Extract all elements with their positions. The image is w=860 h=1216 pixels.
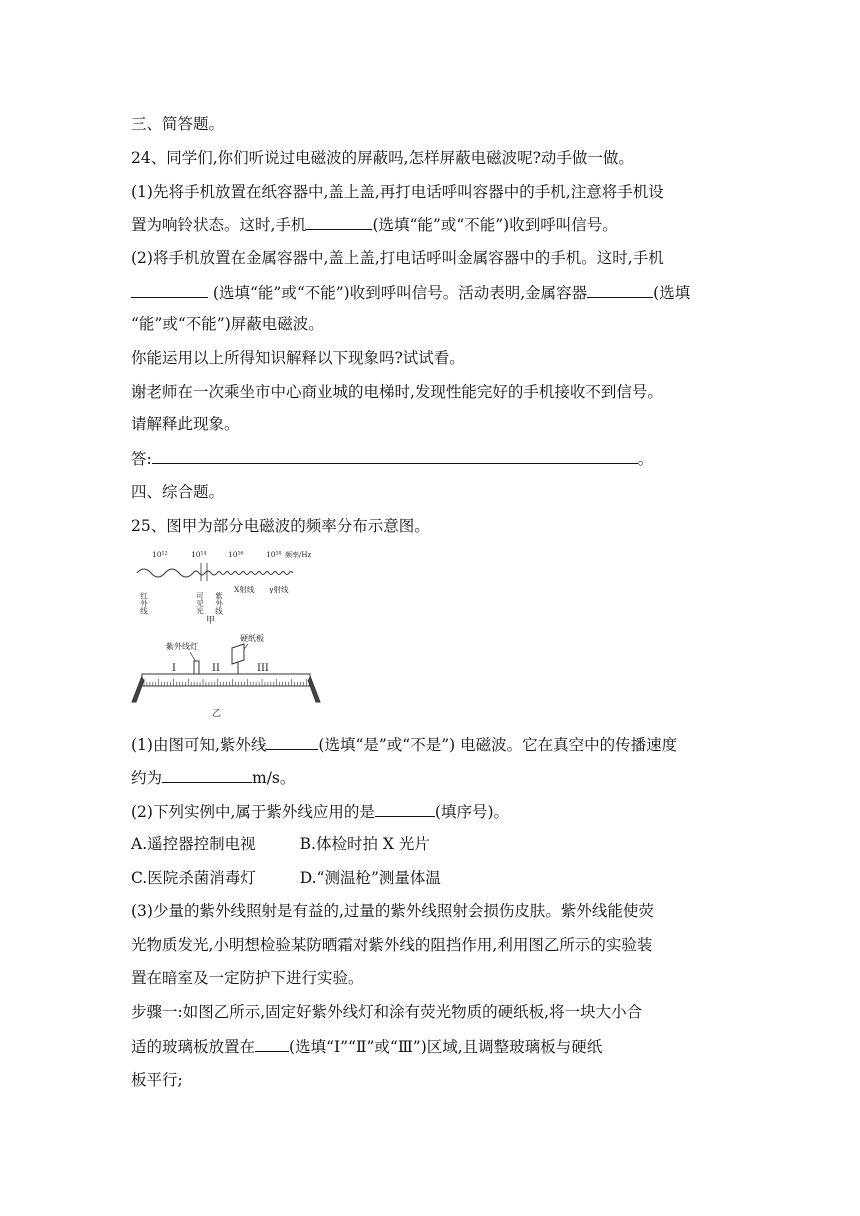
section-heading-4: 四、综合题。 — [131, 483, 225, 501]
tick-label-14: 10¹⁴ — [191, 550, 207, 559]
q24-part2-text-a: (选填“能”或“不能”)收到呼叫信号。活动表明,金属容器 — [208, 284, 588, 302]
band-labels — [139, 584, 289, 616]
q24-part1-line2 — [131, 213, 618, 236]
wave-curve — [137, 569, 293, 577]
option-d: D.“测温枪”测量体温 — [299, 869, 441, 887]
answer-blank[interactable] — [152, 447, 638, 464]
q25-intro: 25、图甲为部分电磁波的频率分布示意图。 — [131, 517, 430, 535]
q25-step1-text-a: 适的玻璃板放置在 — [131, 1038, 256, 1056]
frequency-axis-label: 频率/Hz — [285, 551, 312, 559]
q25-blank-region[interactable] — [255, 1035, 289, 1052]
figure-apparatus — [128, 632, 328, 722]
region-label-3: III — [257, 663, 269, 674]
q25-options-cd — [131, 867, 441, 889]
q25-part2 — [131, 800, 509, 823]
band-label-visible: 可见光 — [195, 592, 205, 615]
option-b: B.体检时拍 X 光片 — [299, 835, 430, 853]
q25-part1-text-c: 约为 — [131, 769, 163, 787]
q25-step1-text-b: (选填“Ⅰ”“Ⅱ”或“Ⅲ”)区域,且调整玻璃板与硬纸 — [289, 1038, 603, 1056]
q24-blank-2[interactable] — [131, 281, 208, 298]
option-a: A.遥控器控制电视 — [131, 835, 256, 853]
figure-label-yi: 乙 — [212, 709, 222, 719]
q24-scenario: 谢老师在一次乘坐市中心商业城的电梯时,发现性能完好的手机接收不到信号。 — [131, 383, 663, 401]
uv-lamp-label: 紫外线灯 — [166, 642, 198, 651]
tick-label-12: 10¹² — [152, 550, 168, 559]
q24-part2-line3: “能”或“不能”)屏蔽电磁波。 — [131, 315, 324, 333]
band-label-gamma: γ射线 — [269, 585, 289, 594]
tick-label-16: 10¹⁶ — [228, 550, 244, 559]
card-label: 硬纸板 — [240, 634, 264, 643]
band-label-xray: X射线 — [234, 585, 255, 594]
q25-part3-line1: (3)少量的紫外线照射是有益的,过量的紫外线照射会损伤皮肤。紫外线能使荧 — [131, 902, 654, 920]
q25-part3-line2: 光物质发光,小明想检验某防晒霜对紫外线的阻挡作用,利用图乙所示的实验装 — [131, 936, 653, 954]
q25-step1-line1: 步骤一:如图乙所示,固定好紫外线灯和涂有荧光物质的硬纸板,将一块大小合 — [131, 1003, 643, 1021]
q24-part1-text-b: (选填“能”或“不能”)收到呼叫信号。 — [372, 216, 618, 234]
figure-label-jia: 甲 — [206, 616, 216, 625]
q25-step1-line2 — [131, 1035, 602, 1058]
option-c: C.医院杀菌消毒灯 — [131, 869, 256, 887]
q24-part2-line1: (2)将手机放置在金属容器中,盖上盖,打电话呼叫金属容器中的手机。这时,手机 — [131, 249, 664, 267]
q24-prompt: 你能运用以上所得知识解释以下现象吗?试试看。 — [131, 349, 465, 367]
answer-label: 答: — [131, 450, 152, 468]
region-label-1: I — [172, 663, 176, 674]
q25-blank-1[interactable] — [266, 733, 318, 750]
ruler-rail — [142, 674, 310, 686]
q25-part2-text: (2)下列实例中,属于紫外线应用的是 — [131, 803, 375, 821]
figure-spectrum — [132, 545, 352, 625]
section-heading-3: 三、简答题。 — [131, 115, 225, 133]
q24-intro: 24、同学们,你们听说过电磁波的屏蔽吗,怎样屏蔽电磁波呢?动手做一做。 — [131, 149, 634, 167]
band-label-ir: 红外线 — [139, 592, 149, 615]
right-leg — [308, 676, 320, 702]
q25-part1-text-d: m/s。 — [252, 769, 296, 787]
cardboard-board — [232, 644, 244, 664]
q24-part1-line1: (1)先将手机放置在纸容器中,盖上盖,再打电话呼叫容器中的手机,注意将手机设 — [131, 183, 664, 201]
q24-blank-3[interactable] — [587, 281, 653, 298]
q24-part2-text-b: (选填 — [653, 284, 691, 302]
tick-label-18: 10¹⁸ — [266, 550, 282, 559]
q25-step1-line3: 板平行; — [131, 1071, 183, 1089]
band-label-uv: 紫外线 — [214, 592, 224, 615]
q25-part1-text-a: (1)由图可知,紫外线 — [131, 736, 267, 754]
region-label-2: II — [212, 663, 220, 674]
q25-part1-text-b: (选填“是”或“不是”) 电磁波。它在真空中的传播速度 — [318, 736, 678, 754]
q24-instruction: 请解释此现象。 — [131, 415, 240, 433]
q25-options-ab — [131, 833, 430, 855]
q24-part1-text-a: 置为响铃状态。这时,手机 — [131, 216, 307, 234]
answer-end: 。 — [637, 450, 654, 468]
q24-blank-1[interactable] — [306, 213, 372, 230]
q25-part3-line3: 置在暗室及一定防护下进行实验。 — [131, 969, 364, 987]
left-leg — [132, 676, 144, 702]
q25-part2-end: (填序号)。 — [434, 803, 509, 821]
q25-part1-line1 — [131, 733, 677, 756]
q25-part1-line2 — [131, 766, 295, 789]
q25-blank-speed[interactable] — [162, 766, 252, 783]
q25-blank-2[interactable] — [375, 800, 435, 817]
q24-answer-line — [131, 447, 653, 470]
q24-part2-line2 — [131, 281, 690, 304]
